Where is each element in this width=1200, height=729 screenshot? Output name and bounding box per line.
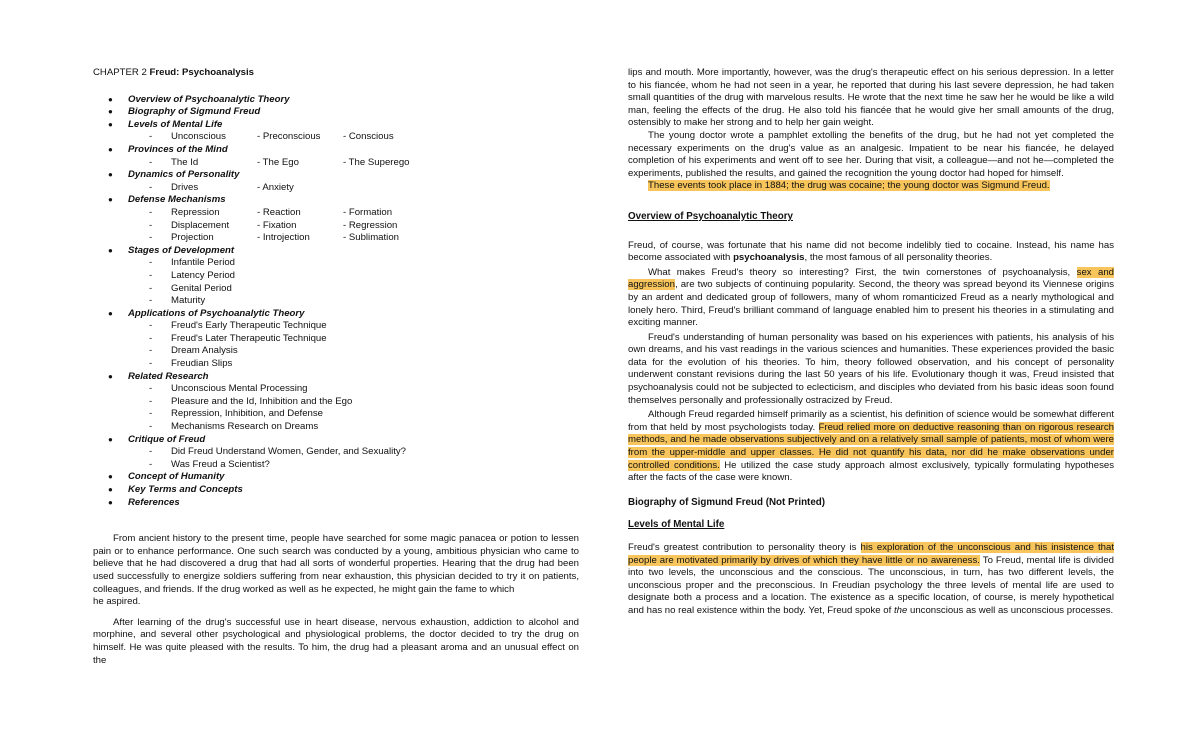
outline-topic xyxy=(93,434,579,447)
outline-topic xyxy=(93,484,579,497)
outline-subitem xyxy=(93,396,579,409)
outline-subitem-text: - Sublimation xyxy=(343,232,399,244)
outline-subitem-text: - Anxiety xyxy=(257,181,294,193)
outline-subitem-text: Infantile Period xyxy=(171,257,235,269)
levels-paragraph: Freud's greatest contribution to personality theory is his exploration of the unconscious and his insistence that people are motivated primarily by drives of which they have little or no awareness. To Freud, mental life is divided into two levels, the unconscious and the conscious. The unconscious, in turn, has two different levels, the unconscious proper and the preconscious. In Freudian psychology the three levels of mental life are used to designate both a process and a location. The existence as a specific location, of course, is merely hypothetical and has no real existence within the body. Yet, Freud spoke of the unconscious as well as unconscious processes. xyxy=(628,542,1114,616)
outline-topic-label: Related Research xyxy=(128,370,209,382)
bullet-icon: ● xyxy=(108,497,113,507)
outline-topic-label: Defense Mechanisms xyxy=(128,194,226,206)
outline-subitem-text: Dream Analysis xyxy=(171,345,238,357)
outline-subitem-text: - Conscious xyxy=(343,131,394,143)
heading-levels: Levels of Mental Life xyxy=(628,519,725,531)
outline-subitem xyxy=(93,157,579,170)
chapter-title-bold: Freud: Psychoanalysis xyxy=(149,67,255,78)
outline-subitem xyxy=(93,345,579,358)
dash-marker: - xyxy=(149,219,153,231)
outline-topic xyxy=(93,308,579,321)
outline-subitem-text: Repression, Inhibition, and Defense xyxy=(171,408,323,420)
outline-topic xyxy=(93,497,579,510)
intro-paragraph-2: After learning of the drug's successful use in heart disease, nervous exhaustion, addiction to alcohol and morphine, and several other psychological and physiological problems, the doctor decided to try the drug on himself. He was quite pleased with the results. To him, the drug had a pleasant aroma and an unusual effect on the xyxy=(93,616,579,666)
intro-paragraph-1-tail: he aspired. xyxy=(93,596,141,608)
bullet-icon: ● xyxy=(108,308,113,318)
bullet-icon: ● xyxy=(108,119,113,129)
overview-paragraph-4: Although Freud regarded himself primarily as a scientist, his definition of science would be somewhat different from that held by most psychologists today. Freud relied more on deductive reasoning than on rigorous research methods, and he made observations subjectively and on a relatively small sample of patients, most of whom were from the upper-middle and upper classes. He did not quantify his data, nor did he make observations under controlled conditions. He utilized the case study approach almost exclusively, typically formulating hypotheses after the facts of the case were known. xyxy=(628,409,1114,484)
outline-topic xyxy=(93,106,579,119)
outline-subitem xyxy=(93,446,579,459)
bullet-icon: ● xyxy=(108,107,113,117)
outline-subitem-text: Pleasure and the Id, Inhibition and the Ego xyxy=(171,395,353,407)
dash-marker: - xyxy=(149,383,153,395)
outline-subitem-text: Freudian Slips xyxy=(171,358,233,370)
dash-marker: - xyxy=(149,345,153,357)
outline-topic-label: Levels of Mental Life xyxy=(128,118,223,130)
outline-subitem xyxy=(93,257,579,270)
bullet-icon: ● xyxy=(108,170,113,180)
outline-subitem-text: Repression xyxy=(171,206,220,218)
dash-marker: - xyxy=(149,269,153,281)
story-paragraph-2: The young doctor wrote a pamphlet extolling the benefits of the drug, but he had not yet completed the necessary experiments on the drug's value as an analgesic. Impatient to be near his fiancée, he delayed completion of his experiments and went off to see her. During that visit, a colleague—and not he—completed the experiments, published the results, and gained the recognition the young doctor had hoped for himself. xyxy=(628,129,1114,179)
outline-subitem xyxy=(93,295,579,308)
left-column xyxy=(93,67,579,667)
dash-marker: - xyxy=(149,295,153,307)
story-reveal-highlight: These events took place in 1884; the drug was cocaine; the young doctor was Sigmund Freud. xyxy=(648,180,1050,192)
outline-topic-label: Stages of Development xyxy=(128,244,235,256)
outline-subitem-text: Projection xyxy=(171,232,214,244)
dash-marker: - xyxy=(149,421,153,433)
chapter-title: CHAPTER 2 Freud: Psychoanalysis xyxy=(93,67,255,78)
outline-topic xyxy=(93,94,579,107)
outline-subitem xyxy=(93,207,579,220)
dash-marker: - xyxy=(149,131,153,143)
outline-subitem-text: Unconscious Mental Processing xyxy=(171,383,308,395)
outline-subitem xyxy=(93,232,579,245)
intro-paragraph-1: From ancient history to the present time, people have searched for some magic panacea or potion to lessen pain or to enhance performance. One such search was conducted by a young, ambitious physician who came to believe that he had discovered a drug that had all sorts of wonderful properties. Hearing that the drug had been used successfully to energize soldiers suffering from near exhaustion, this physician decided to try it on patients, colleagues, and friends. If the drug worked as well as he expected, he might gain the fame to which xyxy=(93,533,579,595)
outline-subitem-text: Unconscious xyxy=(171,131,226,143)
outline-subitem-text: - Fixation xyxy=(257,219,297,231)
heading-overview: Overview of Psychoanalytic Theory xyxy=(628,210,793,222)
overview-paragraph-3: Freud's understanding of human personality was based on his experiences with patients, his analysis of his own dreams, and his vast readings in the various sciences and humanities. These experiences provided the basic data for the evolution of his theories. To him, theory followed observation, and his concept of personality underwent constant revisions during the last 50 years of his life. Evolutionary though it was, Freud insisted that psychoanalysis could not be subjected to eclecticism, and disciples who deviated from his basic ideas soon found themselves personally and professionally ostracized by Freud. xyxy=(628,331,1114,406)
story-paragraph-1: lips and mouth. More importantly, however, was the drug's therapeutic effect on his serious depression. In a letter to his fiancée, whom he had not seen in a year, he reported that during his last severe depression, he had taken small quantities of the drug with marvelous results. He wrote that the next time he saw her he would be like a wild man, feeling the effects of the drug. He also told his fiancée that he would give her small amounts of the drug, ostensibly to make her strong and to help her gain weight. xyxy=(628,67,1114,129)
intro-text xyxy=(93,533,579,667)
outline-topic xyxy=(93,169,579,182)
outline-subitem-text: - Formation xyxy=(343,206,393,218)
outline-topic xyxy=(93,194,579,207)
outline-subitem-text: Genital Period xyxy=(171,282,232,294)
dash-marker: - xyxy=(149,395,153,407)
outline-subitem-text: Latency Period xyxy=(171,269,235,281)
dash-marker: - xyxy=(149,320,153,332)
dash-marker: - xyxy=(149,458,153,470)
outline-topic-label: Dynamics of Personality xyxy=(128,169,240,181)
outline-topic-label: Overview of Psychoanalytic Theory xyxy=(128,93,290,105)
dash-marker: - xyxy=(149,181,153,193)
outline-topic xyxy=(93,144,579,157)
outline-subitem xyxy=(93,182,579,195)
overview-paragraph-1: Freud, of course, was fortunate that his name did not become indelibly tied to cocaine. Instead, his name has become associated with psychoanalysis, the most famous of all personality theories. xyxy=(628,239,1114,264)
highlight-sex-aggression: sex and aggression xyxy=(628,266,1114,291)
bullet-icon: ● xyxy=(108,371,113,381)
outline-subitem xyxy=(93,333,579,346)
emphasis-the: the xyxy=(893,604,908,616)
outline-subitem xyxy=(93,131,579,144)
outline-topic-label: Biography of Sigmund Freud xyxy=(128,106,261,118)
outline-subitem xyxy=(93,421,579,434)
outline-topic xyxy=(93,119,579,132)
dash-marker: - xyxy=(149,206,153,218)
dash-marker: - xyxy=(149,358,153,370)
overview-paragraph-2: What makes Freud's theory so interesting? First, the twin cornerstones of psychoanalysis, sex and aggression, are two subjects of continuing popularity. Second, the theory was spread beyond its Viennese origins by an ardent and dedicated group of followers, many of whom romanticized Freud as a nearly mythological and lonely hero. Third, Freud's brilliant command of language enabled him to present his theories in a stimulating and exciting manner. xyxy=(628,266,1114,329)
bullet-icon: ● xyxy=(108,144,113,154)
outline-topic-label: Provinces of the Mind xyxy=(128,143,228,155)
outline-subitem xyxy=(93,459,579,472)
outline-topic xyxy=(93,471,579,484)
outline-subitem xyxy=(93,270,579,283)
highlight-unconscious: his exploration of the unconscious and his insistence that people are motivated primarily by drives of which they have little or no awareness. xyxy=(628,542,1114,566)
bullet-icon: ● xyxy=(108,94,113,104)
outline-subitem-text: Mechanisms Research on Dreams xyxy=(171,421,319,433)
outline-subitem xyxy=(93,283,579,296)
outline-subitem-text: Drives xyxy=(171,181,199,193)
outline-subitem-text: The Id xyxy=(171,156,199,168)
bullet-icon: ● xyxy=(108,195,113,205)
outline-subitem-text: - The Superego xyxy=(343,156,410,168)
right-column xyxy=(628,67,1114,618)
bullet-icon: ● xyxy=(108,245,113,255)
highlight-research-methods: Freud relied more on deductive reasoning than on rigorous research methods, and he made observations subjectively and on a relatively small sample of patients, most of whom were from the upper-middle and upper classes. He did not quantify his data, nor did he make observations under controlled conditions. xyxy=(628,421,1114,471)
outline-subitem-text: Was Freud a Scientist? xyxy=(171,458,270,470)
outline-topic xyxy=(93,245,579,258)
outline-subitem-text: - The Ego xyxy=(257,156,299,168)
outline-subitem xyxy=(93,358,579,371)
outline-subitem-text: Freud's Early Therapeutic Technique xyxy=(171,320,327,332)
bullet-icon: ● xyxy=(108,472,113,482)
dash-marker: - xyxy=(149,156,153,168)
outline-topic-label: Critique of Freud xyxy=(128,433,206,445)
outline-subitem-text: Displacement xyxy=(171,219,230,231)
outline-subitem xyxy=(93,383,579,396)
term-psychoanalysis: psychoanalysis xyxy=(733,252,805,264)
outline-subitem xyxy=(93,408,579,421)
outline-subitem-text: - Reaction xyxy=(257,206,301,218)
outline-subitem-text: Freud's Later Therapeutic Technique xyxy=(171,332,327,344)
dash-marker: - xyxy=(149,408,153,420)
outline-topic-label: Applications of Psychoanalytic Theory xyxy=(128,307,305,319)
outline-subitem-text: - Preconscious xyxy=(257,131,321,143)
dash-marker: - xyxy=(149,257,153,269)
dash-marker: - xyxy=(149,332,153,344)
outline-topic xyxy=(93,371,579,384)
bullet-icon: ● xyxy=(108,485,113,494)
outline-topic-label: Concept of Humanity xyxy=(128,471,225,483)
bullet-icon: ● xyxy=(108,434,113,444)
heading-biography: Biography of Sigmund Freud (Not Printed) xyxy=(628,496,826,508)
dash-marker: - xyxy=(149,282,153,294)
chapter-outline xyxy=(93,94,579,510)
outline-subitem-text: - Regression xyxy=(343,219,398,231)
outline-subitem-text: Did Freud Understand Women, Gender, and Sexuality? xyxy=(171,446,406,458)
outline-subitem xyxy=(93,320,579,333)
outline-subitem xyxy=(93,220,579,233)
outline-topic-label: Key Terms and Concepts xyxy=(128,484,243,495)
dash-marker: - xyxy=(149,446,153,458)
outline-topic-label: References xyxy=(128,496,180,508)
outline-subitem-text: Maturity xyxy=(171,295,206,307)
dash-marker: - xyxy=(149,232,153,244)
outline-subitem-text: - Introjection xyxy=(257,232,310,244)
story-reveal-line xyxy=(628,180,1114,193)
